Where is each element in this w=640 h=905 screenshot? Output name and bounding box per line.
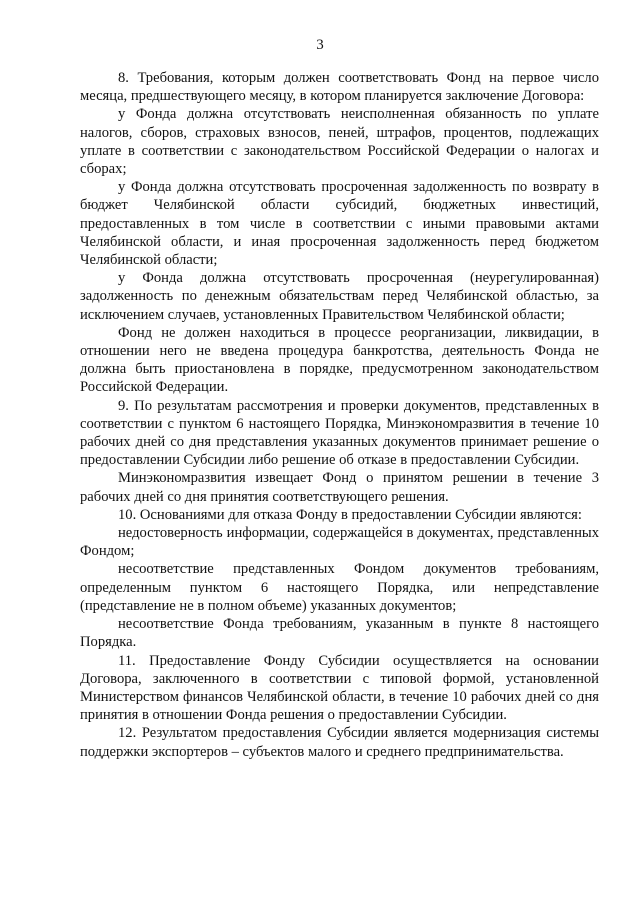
paragraph-tax-obligations: у Фонда должна отсутствовать неисполненная обязанность по уплате налогов, сборов, страховых взносов, пеней, штрафов, процентов, подлежащих уплате в соответствии с законодательством Российской Федерации о налогах и сборах; [80, 106, 599, 178]
paragraph-budget-debt: у Фонда должна отсутствовать просроченная задолженность по возврату в бюджет Челябинской области субсидий, бюджетных инвестиций, предоставленных в том числе в соответствии с иными правовыми актами Челябинской области, и иная просроченная задолженность перед бюджетом Челябинской области; [80, 179, 599, 269]
paragraph-document-mismatch: несоответствие представленных Фондом документов требованиям, определенным пунктом 6 настоящего Порядка, или непредставление (представление не в полном объеме) указанных документов; [80, 561, 599, 614]
paragraph-reorganization: Фонд не должен находиться в процессе реорганизации, ликвидации, в отношении него не введена процедура банкротства, деятельность Фонда не должна быть приостановлена в порядке, предусмотренном законодательством Российской Федерации. [80, 324, 599, 396]
paragraph-8-requirements: 8. Требования, которым должен соответствовать Фонд на первое число месяца, предшествующего месяцу, в котором планируется заключение Договора: [80, 70, 599, 105]
page-number: 3 [316, 37, 324, 53]
paragraph-9-review: 9. По результатам рассмотрения и проверки документов, представленных в соответствии с пунктом 6 настоящего Порядка, Минэкономразвития в течение 10 рабочих дней со дня представления указанных документов принимает решение о предоставлении Субсидии либо решение об отказе в предоставлении Субсидии. [80, 397, 599, 469]
paragraph-inaccuracy: недостоверность информации, содержащейся в документах, представленных Фондом; [80, 525, 599, 560]
paragraph-fund-mismatch: несоответствие Фонда требованиям, указанным в пункте 8 настоящего Порядка. [80, 616, 599, 651]
paragraph-12-result: 12. Результатом предоставления Субсидии является модернизация системы поддержки экспортеров – субъектов малого и среднего предпринимательства. [80, 725, 599, 760]
paragraph-notification: Минэкономразвития извещает Фонд о принятом решении в течение 3 рабочих дней со дня принятия соответствующего решения. [80, 470, 599, 505]
paragraph-10-refusal-grounds: 10. Основаниями для отказа Фонду в предоставлении Субсидии являются: [118, 506, 582, 523]
paragraph-monetary-obligations: у Фонда должна отсутствовать просроченная (неурегулированная) задолженность по денежным обязательствам перед Челябинской областью, за исключением случаев, установленных Правительством Челябинской области; [80, 270, 599, 323]
document-body [80, 69, 599, 761]
paragraph-11-agreement: 11. Предоставление Фонду Субсидии осуществляется на основании Договора, заключенного в соответствии с типовой формой, установленной Министерством финансов Челябинской области, в течение 10 рабочих дней со дня принятия в отношении Фонда решения о предоставлении Субсидии. [80, 652, 599, 724]
